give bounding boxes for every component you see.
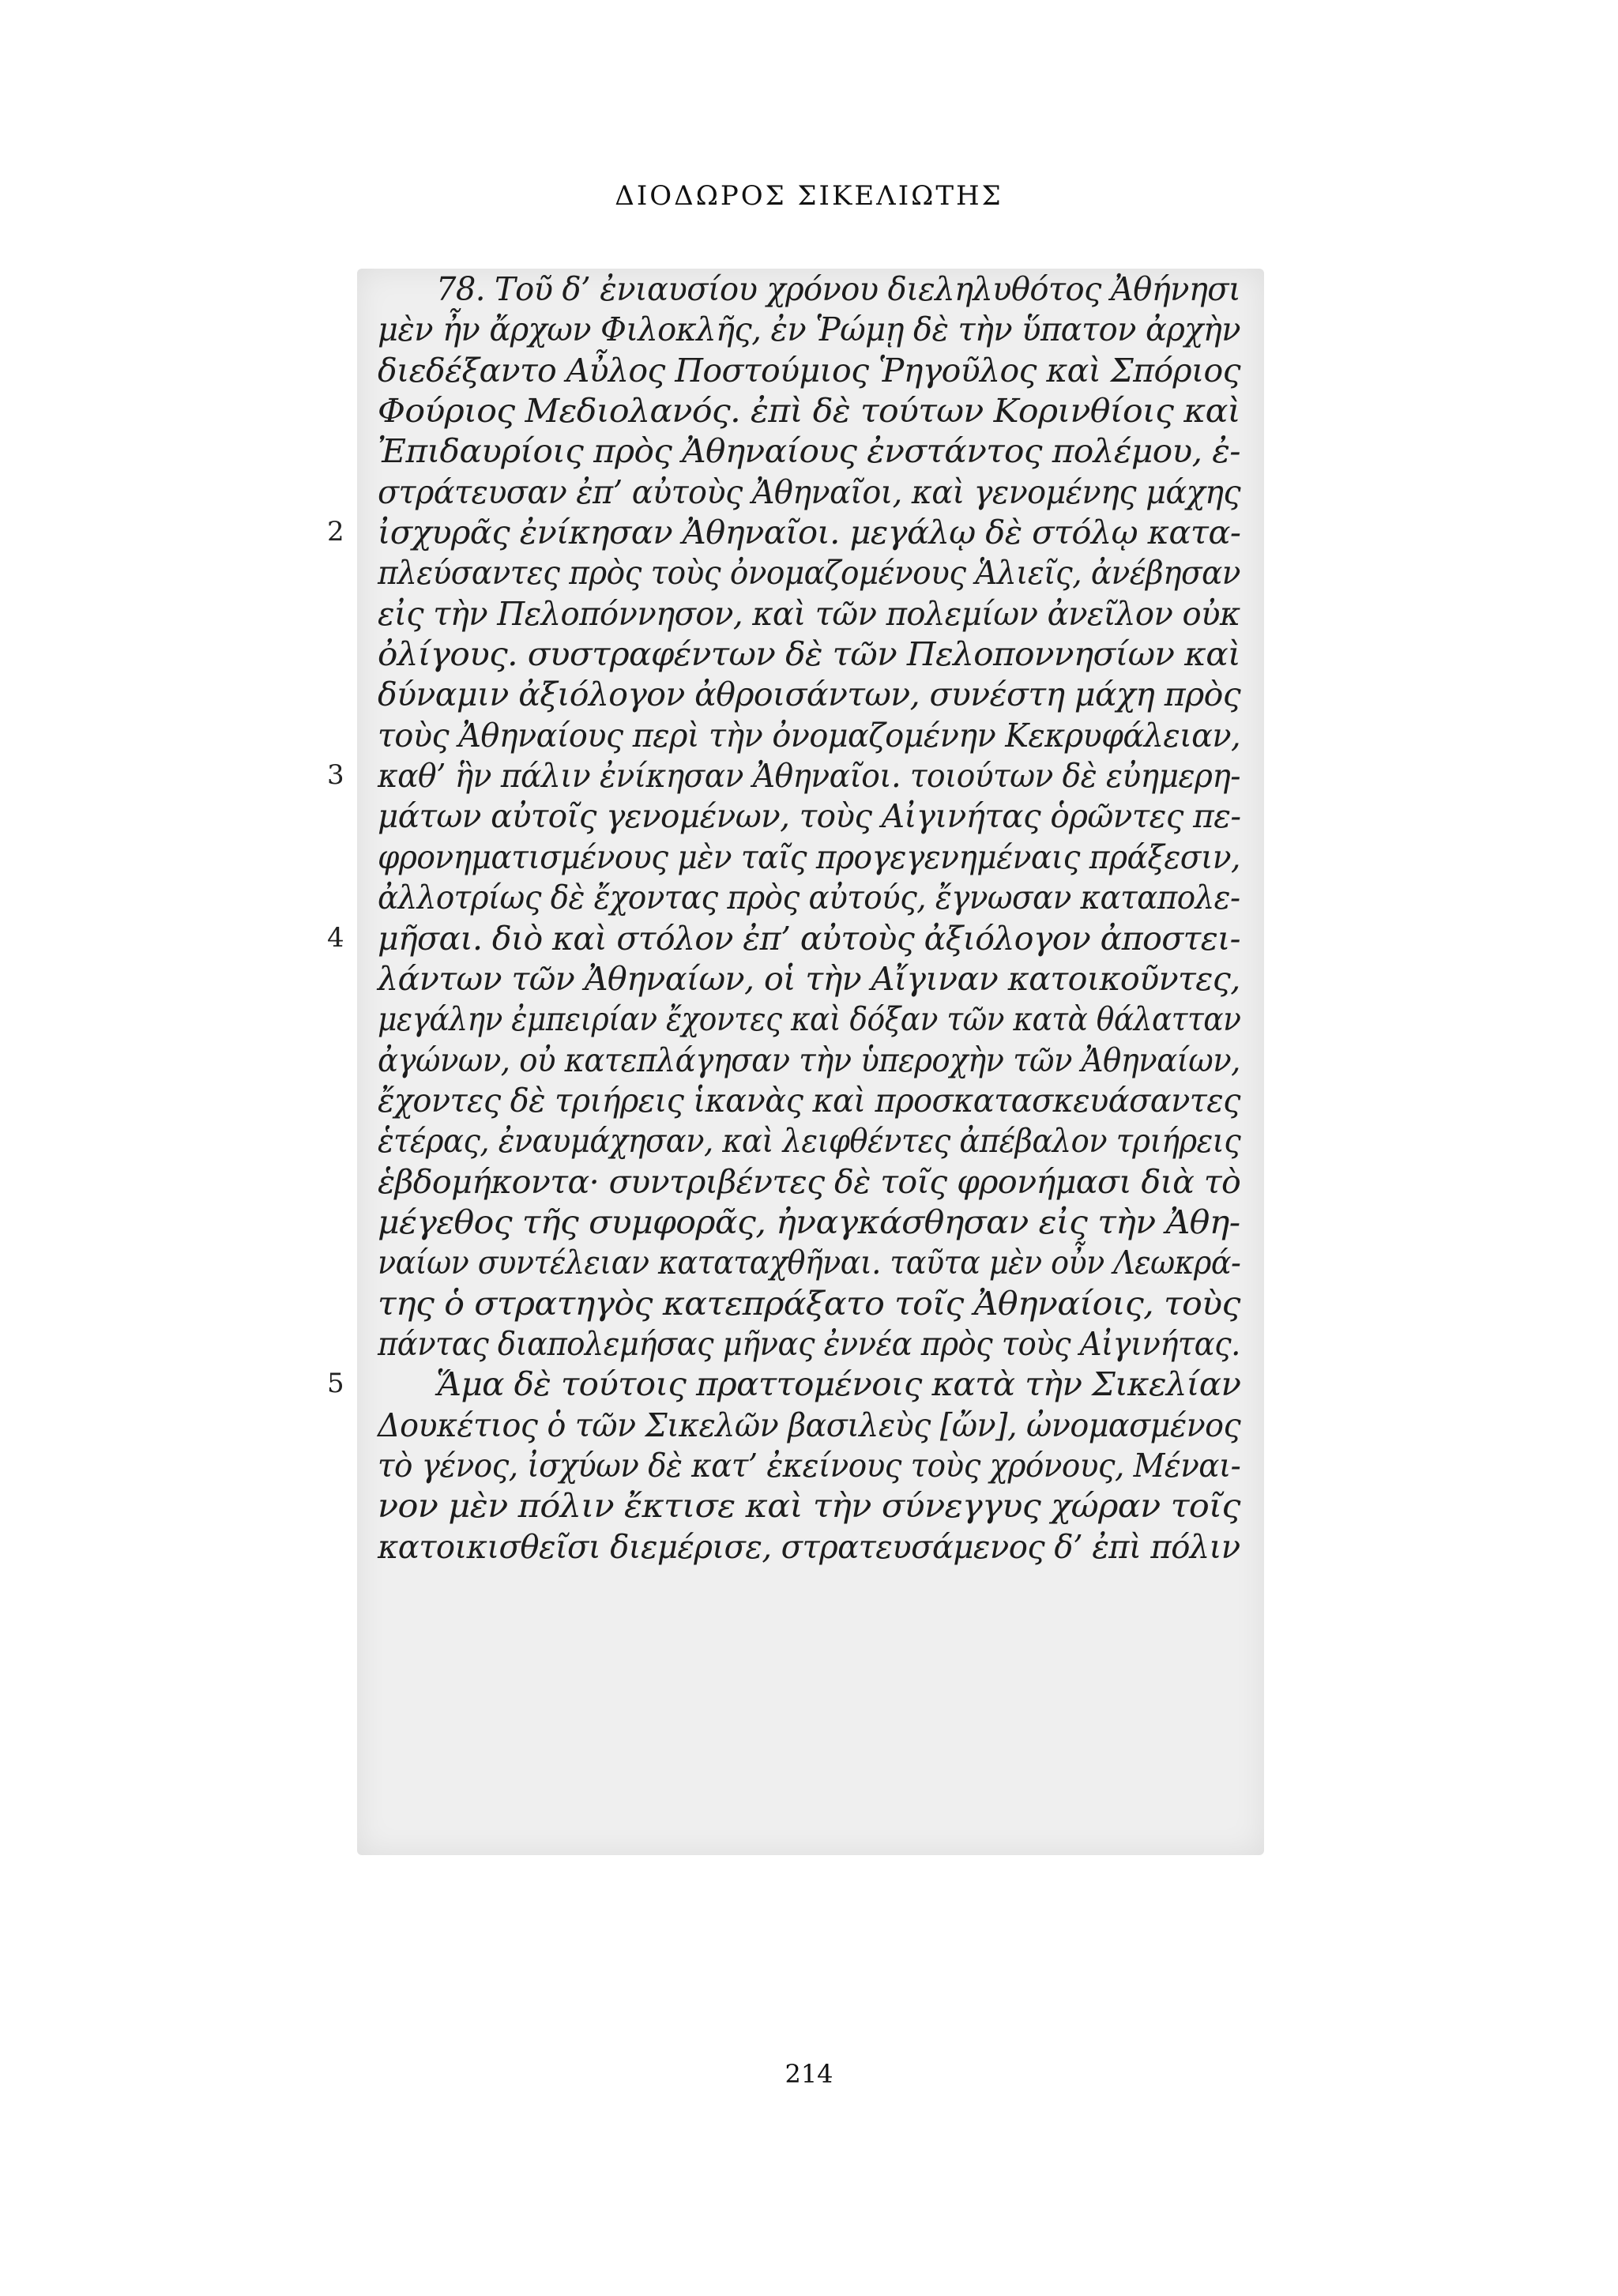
line-text: καθ’ ἣν πάλιν ἐνίκησαν Ἀθηναῖοι. τοιούτων δὲ εὐημερη-	[378, 756, 1240, 796]
text-line	[357, 958, 1264, 999]
line-text: πάντας διαπολεμήσας μῆνας ἐννέα πρὸς τοὺς Αἰγινήτας.	[378, 1323, 1240, 1363]
text-line	[327, 918, 1264, 958]
line-text: ἑβδομήκοντα· συντριβέντες δὲ τοῖς φρονήμασι διὰ τὸ	[378, 1161, 1241, 1201]
line-text: ναίων συντέλειαν καταταχθῆναι. ταῦτα μὲν οὖν Λεωκρά-	[378, 1243, 1241, 1282]
line-text: της ὁ στρατηγὸς κατεπράξατο τοῖς Ἀθηναίοις, τοὺς	[378, 1283, 1240, 1323]
text-line	[357, 674, 1264, 714]
text-line	[357, 877, 1264, 917]
text-line	[357, 1323, 1264, 1364]
text-line	[357, 634, 1264, 674]
text-line	[357, 1080, 1264, 1120]
text-line	[327, 755, 1264, 796]
text-line	[327, 1364, 1264, 1404]
section-marker: 2	[327, 516, 344, 548]
line-text: μὲν ἦν ἄρχων Φιλοκλῆς, ἐν Ῥώμῃ δὲ τὴν ὕπατον ἀρχὴν	[378, 310, 1240, 349]
line-text: κατοικισθεῖσι διεμέρισε, στρατευσάμενος δ’ ἐπὶ πόλιν	[378, 1526, 1240, 1566]
text-line	[357, 1202, 1264, 1242]
text-line	[357, 715, 1264, 755]
line-text: Ἐπιδαυρίοις πρὸς Ἀθηναίους ἐνστάντος πολέμου, ἐ-	[378, 431, 1240, 471]
line-text: δύναμιν ἀξιόλογον ἀθροισάντων, συνέστη μάχη πρὸς	[378, 675, 1241, 714]
line-text: διεδέξαντο Αὖλος Ποστούμιος Ῥηγοῦλος καὶ Σπόριος	[378, 350, 1241, 390]
line-text: λάντων τῶν Ἀθηναίων, οἱ τὴν Αἴγιναν κατοικοῦντες,	[378, 958, 1240, 998]
section-marker: 3	[327, 759, 344, 792]
text-line	[357, 593, 1264, 634]
text-line	[357, 1040, 1264, 1080]
line-text: ἰσχυρᾶς ἐνίκησαν Ἀθηναῖοι. μεγάλῳ δὲ στόλῳ κατα-	[378, 513, 1241, 552]
text-line	[327, 512, 1264, 552]
line-text: μέγεθος τῆς συμφορᾶς, ἠναγκάσθησαν εἰς τὴν Ἀθη-	[378, 1202, 1240, 1241]
text-line	[357, 837, 1264, 877]
running-head: ΔΙΟΔΩΡΟΣ ΣΙΚΕΛΙΩΤΗΣ	[615, 180, 1003, 212]
line-text: ἔχοντες δὲ τριήρεις ἱκανὰς καὶ προσκατασκευάσαντες	[378, 1080, 1240, 1120]
line-text: ἀγώνων, οὐ κατεπλάγησαν τὴν ὑπεροχὴν τῶν Ἀθηναίων,	[378, 1040, 1240, 1079]
text-line	[357, 1283, 1264, 1323]
text-line	[357, 269, 1264, 309]
text-line	[357, 796, 1264, 836]
line-text: ἀλλοτρίως δὲ ἔχοντας πρὸς αὐτούς, ἔγνωσαν καταπολε-	[378, 878, 1240, 917]
line-text: Φούριος Μεδιολανός. ἐπὶ δὲ τούτων Κορινθίοις καὶ	[378, 391, 1240, 431]
line-text: φρονηματισμένους μὲν ταῖς προγεγενημέναις πράξεσιν,	[378, 837, 1240, 876]
text-body	[327, 269, 1264, 1567]
text-line	[357, 309, 1264, 349]
text-line	[357, 1445, 1264, 1485]
line-text: 78. Τοῦ δ’ ἐνιαυσίου χρόνου διεληλυθότος Ἀθήνησι	[436, 269, 1241, 308]
line-text: μεγάλην ἐμπειρίαν ἔχοντες καὶ δόξαν τῶν κατὰ θάλατταν	[378, 999, 1241, 1039]
line-text: ὀλίγους. συστραφέντων δὲ τῶν Πελοποννησίων καὶ	[378, 634, 1241, 674]
section-marker: 5	[327, 1368, 344, 1400]
text-line	[357, 999, 1264, 1039]
text-line	[357, 1405, 1264, 1445]
text-line	[357, 390, 1264, 431]
line-text: εἰς τὴν Πελοπόννησον, καὶ τῶν πολεμίων ἀνεῖλον οὐκ	[378, 593, 1240, 633]
text-line	[357, 350, 1264, 390]
page-number: 214	[785, 2059, 833, 2089]
line-text: τὸ γένος, ἰσχύων δὲ κατ’ ἐκείνους τοὺς χρόνους, Μέναι-	[378, 1445, 1241, 1485]
text-line	[357, 552, 1264, 593]
line-text: νον μὲν πόλιν ἔκτισε καὶ τὴν σύνεγγυς χώραν τοῖς	[378, 1486, 1240, 1526]
text-line	[357, 1161, 1264, 1202]
text-line	[357, 1526, 1264, 1567]
line-text: Ἅμα δὲ τούτοις πραττομένοις κατὰ τὴν Σικελίαν	[436, 1364, 1241, 1404]
text-line	[357, 431, 1264, 471]
text-line	[357, 1120, 1264, 1161]
line-text: τοὺς Ἀθηναίους περὶ τὴν ὀνομαζομένην Κεκρυφάλειαν,	[378, 715, 1241, 755]
text-line	[357, 472, 1264, 512]
text-line	[357, 1485, 1264, 1526]
line-text: Δουκέτιος ὁ τῶν Σικελῶν βασιλεὺς [ὤν], ὠνομασμένος	[378, 1405, 1241, 1444]
section-marker: 4	[327, 921, 344, 954]
line-text: ἑτέρας, ἐναυμάχησαν, καὶ λειφθέντες ἀπέβαλον τριήρεις	[378, 1121, 1241, 1161]
line-text: μάτων αὐτοῖς γενομένων, τοὺς Αἰγινήτας ὁρῶντες πε-	[378, 796, 1241, 836]
text-line	[357, 1242, 1264, 1282]
line-text: στράτευσαν ἐπ’ αὐτοὺς Ἀθηναῖοι, καὶ γενομένης μάχης	[378, 472, 1241, 511]
line-text: πλεύσαντες πρὸς τοὺς ὀνομαζομένους Ἁλιεῖς, ἀνέβησαν	[378, 553, 1240, 593]
line-text: μῆσαι. διὸ καὶ στόλον ἐπ’ αὐτοὺς ἀξιόλογον ἀποστει-	[378, 918, 1240, 958]
